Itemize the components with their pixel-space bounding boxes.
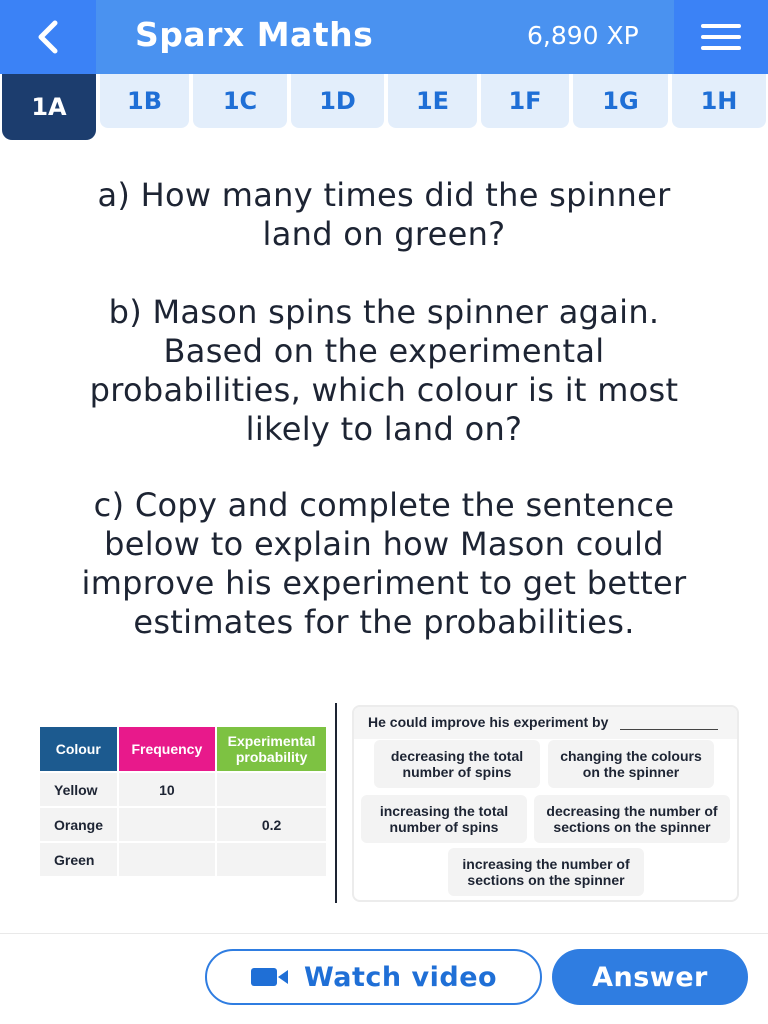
table-cell: Yellow xyxy=(40,773,117,806)
table-cell xyxy=(217,843,326,876)
answer-blank xyxy=(620,729,718,730)
tab-1e[interactable]: 1E xyxy=(388,74,477,128)
divider xyxy=(335,703,337,903)
table-cell xyxy=(119,843,216,876)
table-cell: 0.2 xyxy=(217,808,326,841)
option-line: decreasing the total xyxy=(390,748,524,764)
table-cell: Green xyxy=(40,843,117,876)
table-row xyxy=(40,773,326,806)
option-line: sections on the spinner xyxy=(467,872,625,888)
tab-1c[interactable]: 1C xyxy=(193,74,287,128)
watch-video-label: Watch video xyxy=(303,961,498,993)
table-row xyxy=(40,808,326,841)
sentence-prompt-bar xyxy=(354,707,737,739)
option-line: increasing the total xyxy=(379,803,509,819)
option-line: increasing the number of xyxy=(462,856,630,872)
hamburger-menu-icon xyxy=(699,22,743,52)
answer-button[interactable]: Answer xyxy=(552,949,748,1005)
table-cell xyxy=(217,773,326,806)
question-line: c) Copy and complete the sentence xyxy=(93,486,675,524)
option-line: changing the colours xyxy=(560,748,702,764)
option-increasing-sections[interactable] xyxy=(448,848,644,896)
question-line: Based on the experimental xyxy=(163,332,605,370)
option-line: number of spins xyxy=(402,764,512,780)
app-header xyxy=(0,0,768,74)
option-line: sections on the spinner xyxy=(553,819,711,835)
option-line: decreasing the number of xyxy=(546,803,718,819)
question-part-c xyxy=(20,486,748,642)
tab-1d[interactable]: 1D xyxy=(291,74,384,128)
question-line: b) Mason spins the spinner again. xyxy=(108,293,660,331)
question-line: below to explain how Mason could xyxy=(104,525,664,563)
footer-divider xyxy=(0,933,768,934)
table-cell xyxy=(119,808,216,841)
sentence-panel xyxy=(352,705,739,902)
question-line: improve his experiment to get better xyxy=(81,564,687,602)
option-increasing-total-spins[interactable] xyxy=(361,795,527,843)
sentence-prompt: He could improve his experiment by xyxy=(368,714,609,730)
option-decreasing-total-spins[interactable] xyxy=(374,740,540,788)
tab-1g[interactable]: 1G xyxy=(573,74,668,128)
header-frequency: Frequency xyxy=(119,727,216,771)
video-camera-icon xyxy=(250,966,290,988)
watch-video-button[interactable] xyxy=(205,949,542,1005)
question-part-b xyxy=(20,293,748,449)
tab-1f[interactable]: 1F xyxy=(481,74,569,128)
app-title: Sparx Maths xyxy=(135,15,374,54)
header-experimental-probability: Experimental probability xyxy=(217,727,326,771)
table-row xyxy=(40,843,326,876)
menu-button[interactable] xyxy=(674,0,768,74)
tab-1h[interactable]: 1H xyxy=(672,74,766,128)
question-line: a) How many times did the spinner xyxy=(97,176,671,214)
chevron-left-icon xyxy=(33,20,63,54)
question-line: land on green? xyxy=(262,215,506,253)
option-decreasing-sections[interactable] xyxy=(534,795,730,843)
back-button[interactable] xyxy=(0,0,96,74)
table-cell: Orange xyxy=(40,808,117,841)
option-changing-colours[interactable] xyxy=(548,740,714,788)
tab-1a[interactable]: 1A xyxy=(2,74,96,140)
question-part-a xyxy=(20,176,748,254)
table-cell: 10 xyxy=(119,773,216,806)
option-line: on the spinner xyxy=(582,764,680,780)
frequency-table xyxy=(38,725,325,878)
xp-counter: 6,890 XP xyxy=(527,21,639,50)
question-line: probabilities, which colour is it most xyxy=(89,371,679,409)
option-line: number of spins xyxy=(389,819,499,835)
question-line: likely to land on? xyxy=(245,410,523,448)
tab-1b[interactable]: 1B xyxy=(100,74,189,128)
header-colour: Colour xyxy=(40,727,117,771)
question-line: estimates for the probabilities. xyxy=(133,603,635,641)
